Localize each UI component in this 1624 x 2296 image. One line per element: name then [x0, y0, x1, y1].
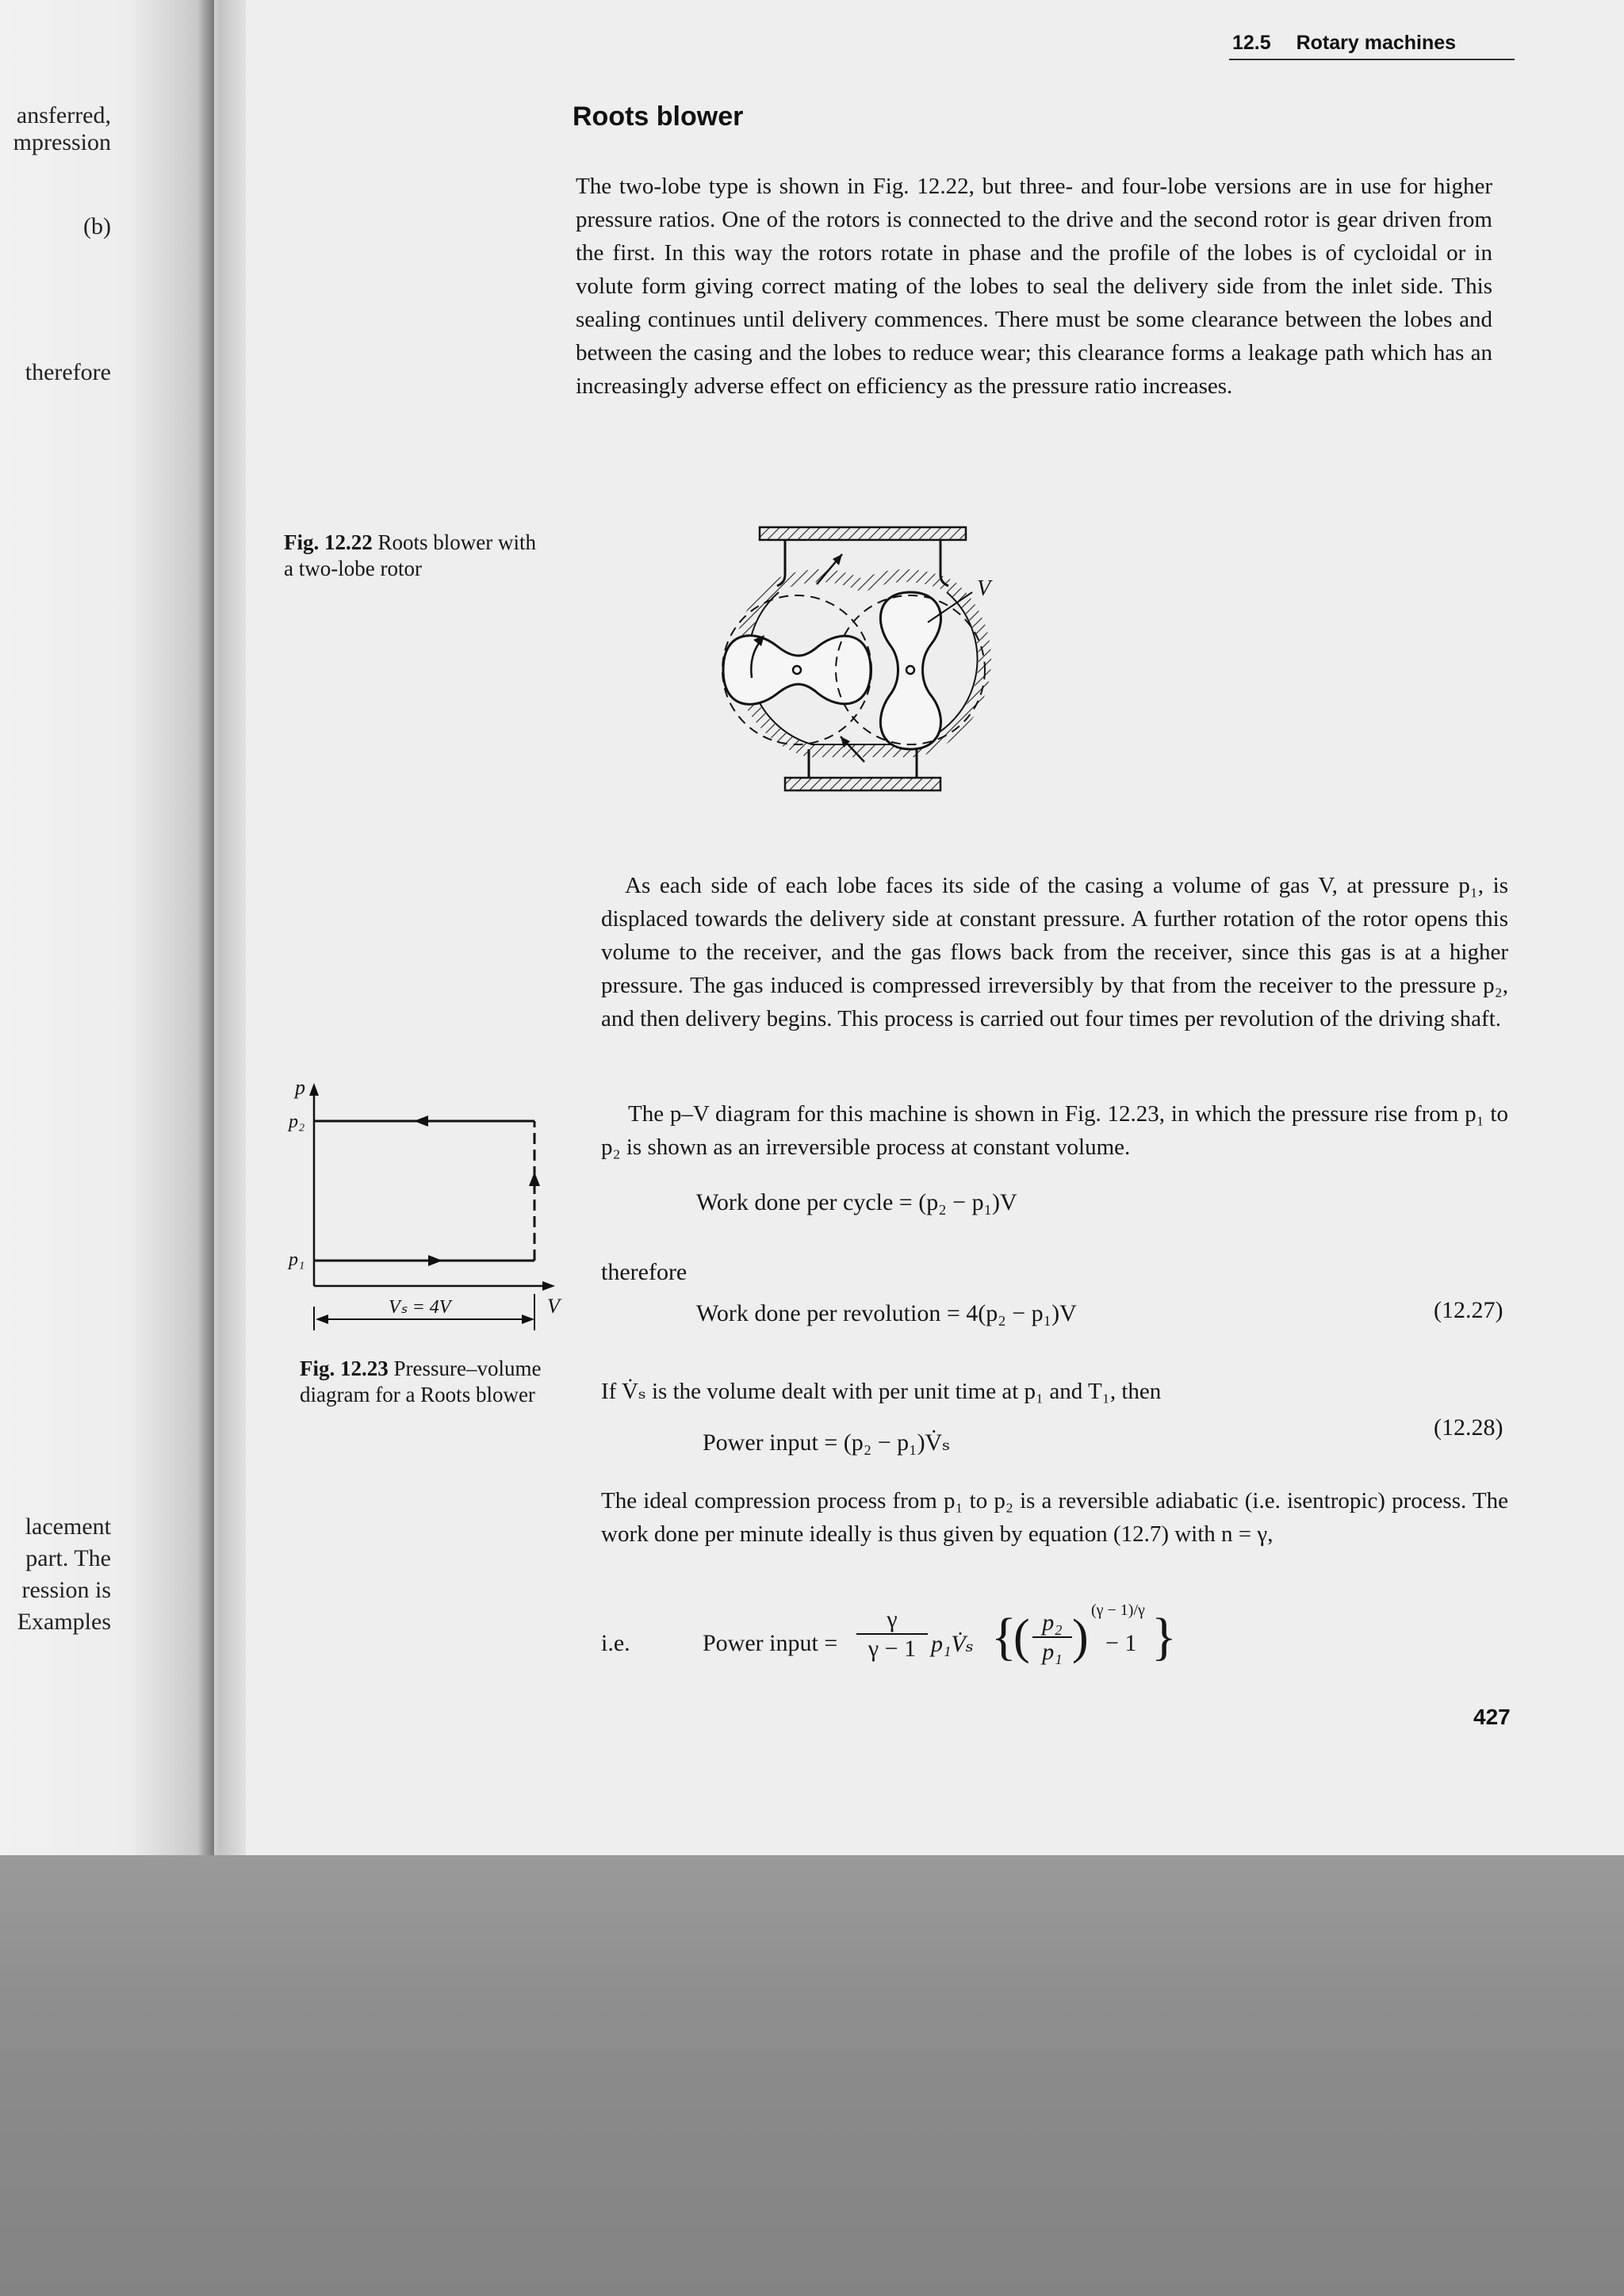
left-fragment-3: (b): [83, 213, 111, 239]
pv-vs-dimension-arrow-right: [522, 1314, 534, 1324]
equation-work-per-revolution: Work done per revolution = 4(p₂ − p₁)V: [696, 1300, 1077, 1326]
book-gutter: [198, 0, 246, 1855]
pv-induction-arrowhead: [428, 1255, 442, 1266]
left-fragment-7: ression is: [21, 1577, 111, 1603]
pv-p-axis-label: p: [295, 1076, 305, 1099]
figure-12-23-label: Fig. 12.23: [300, 1357, 389, 1380]
left-fragment-8: Examples: [17, 1609, 111, 1635]
pv-vs-label: Vₛ = 4V: [389, 1297, 451, 1318]
equation-number-12-28: (12.28): [1434, 1414, 1503, 1441]
equation-number-12-27: (12.27): [1434, 1297, 1503, 1323]
inlet-flange: [785, 778, 940, 790]
pv-vs-dimension-arrow-left: [316, 1314, 328, 1324]
equation-power-input: Power input = (p₂ − p₁)V̇ₛ: [703, 1429, 951, 1456]
gamma-numerator: γ: [856, 1606, 928, 1635]
paragraph-pv-diagram-text: The p–V diagram for this machine is shown in Fig. 12.23, in which the pressure rise from p₁ to p₂ is shown as an irreversible process at constant volume.: [601, 1101, 1508, 1160]
outlet-flange: [760, 527, 966, 540]
p1-vs-term: p₁V̇ₛ: [931, 1631, 974, 1657]
left-fragment-1: ansferred,: [16, 102, 111, 128]
paragraph-displacement-text: As each side of each lobe faces its side of the casing a volume of gas V, at pressure p₁, is displaced towards the delivery side at constant pressure. A further rotation of the rotor opens this volume to the receiver, and the gas flows back from the receiver, since this gas is at a higher pressure. The gas induced is compressed irreversibly by that from the receiver to the pressure p₂, and then delivery begins. This process is carried out four times per revolution of the driving shaft.: [601, 873, 1508, 1031]
ideal-power-lhs: Power input =: [703, 1630, 838, 1656]
left-fragment-5: lacement: [25, 1513, 111, 1540]
pressure-ratio: [1032, 1609, 1072, 1667]
paragraph-intro: The two-lobe type is shown in Fig. 12.22, but three- and four-lobe versions are in use for higher pressure ratios. One of the rotors is connected to the drive and the second rotor is gear driven from the first. In this way the rotors rotate in phase and the profile of the lobes is of cycloidal or in volute form giving correct mating of the lobes to seal the delivery side from the inlet side. This sealing continues until delivery commences. There must be some clearance between the lobes and between the casing and the lobes to reduce wear; this clearance forms a leakage path which has an increasingly adverse effect on efficiency as the pressure ratio increases.: [576, 174, 1492, 399]
section-number: 12.5: [1232, 32, 1271, 54]
paragraph-ideal-process: The ideal compression process from p₁ to p₂ is a reversible adiabatic (i.e. isentropic) process. The work done per minute ideally is thus given by equation (12.7) with n = γ,: [601, 1488, 1508, 1547]
running-head: [1232, 32, 1456, 55]
figure-12-22-caption: [284, 530, 546, 582]
paragraph-volume-rate: If V̇ₛ is the volume dealt with per unit time at p₁ and T₁, then: [601, 1379, 1162, 1404]
pv-p-axis-arrowhead: [309, 1083, 319, 1096]
volume-label: V: [977, 576, 991, 601]
right-rotor: [880, 592, 940, 749]
figure-12-23-caption: [300, 1356, 553, 1408]
gamma-denominator: γ − 1: [868, 1636, 917, 1662]
pv-compression-arrowhead: [529, 1172, 540, 1186]
section-name: Rotary machines: [1296, 32, 1457, 54]
pv-diagram: [287, 1072, 588, 1341]
scanner-background: [0, 1855, 1624, 2296]
figure-12-23-text: Pressure–volume diagram for a Roots blower: [300, 1357, 542, 1406]
ratio-denominator: p₁: [1042, 1639, 1063, 1665]
section-title: Roots blower: [573, 101, 744, 132]
exponent: (γ − 1)/γ: [1091, 1601, 1145, 1619]
paren-right: ): [1072, 1610, 1089, 1664]
pv-p2-label: p₂: [289, 1112, 305, 1132]
equation-ideal-power: [601, 1601, 1315, 1689]
left-fragment-2: mpression: [13, 129, 111, 155]
pv-delivery-arrowhead: [414, 1115, 428, 1127]
paren-left: (: [1013, 1610, 1030, 1664]
brace-right: }: [1151, 1608, 1177, 1666]
left-fragment-6: part. The: [25, 1545, 111, 1571]
therefore-text: therefore: [601, 1259, 688, 1285]
running-head-rule: [1229, 59, 1515, 60]
pv-v-axis-arrowhead: [542, 1281, 555, 1291]
paragraph-pv-diagram: [601, 1097, 1508, 1164]
ie-prefix: i.e.: [601, 1630, 630, 1656]
roots-blower-diagram: [666, 519, 1047, 821]
left-fragment-4: therefore: [25, 359, 111, 385]
figure-12-22-label: Fig. 12.22: [284, 530, 373, 554]
paragraph-displacement: [601, 869, 1508, 1035]
minus-one: − 1: [1105, 1630, 1137, 1656]
left-rotor: [723, 636, 871, 705]
figure-12-22-text: Roots blower with a two-lobe rotor: [284, 530, 536, 580]
equation-work-per-cycle: Work done per cycle = (p₂ − p₁)V: [696, 1189, 1017, 1215]
pv-v-axis-label: V: [547, 1295, 560, 1318]
page-number: 427: [1473, 1705, 1511, 1729]
gamma-fraction: [856, 1606, 928, 1663]
brace-left: {: [991, 1608, 1017, 1666]
ratio-numerator: p₂: [1032, 1609, 1072, 1638]
pv-p1-label: p₁: [289, 1249, 305, 1270]
